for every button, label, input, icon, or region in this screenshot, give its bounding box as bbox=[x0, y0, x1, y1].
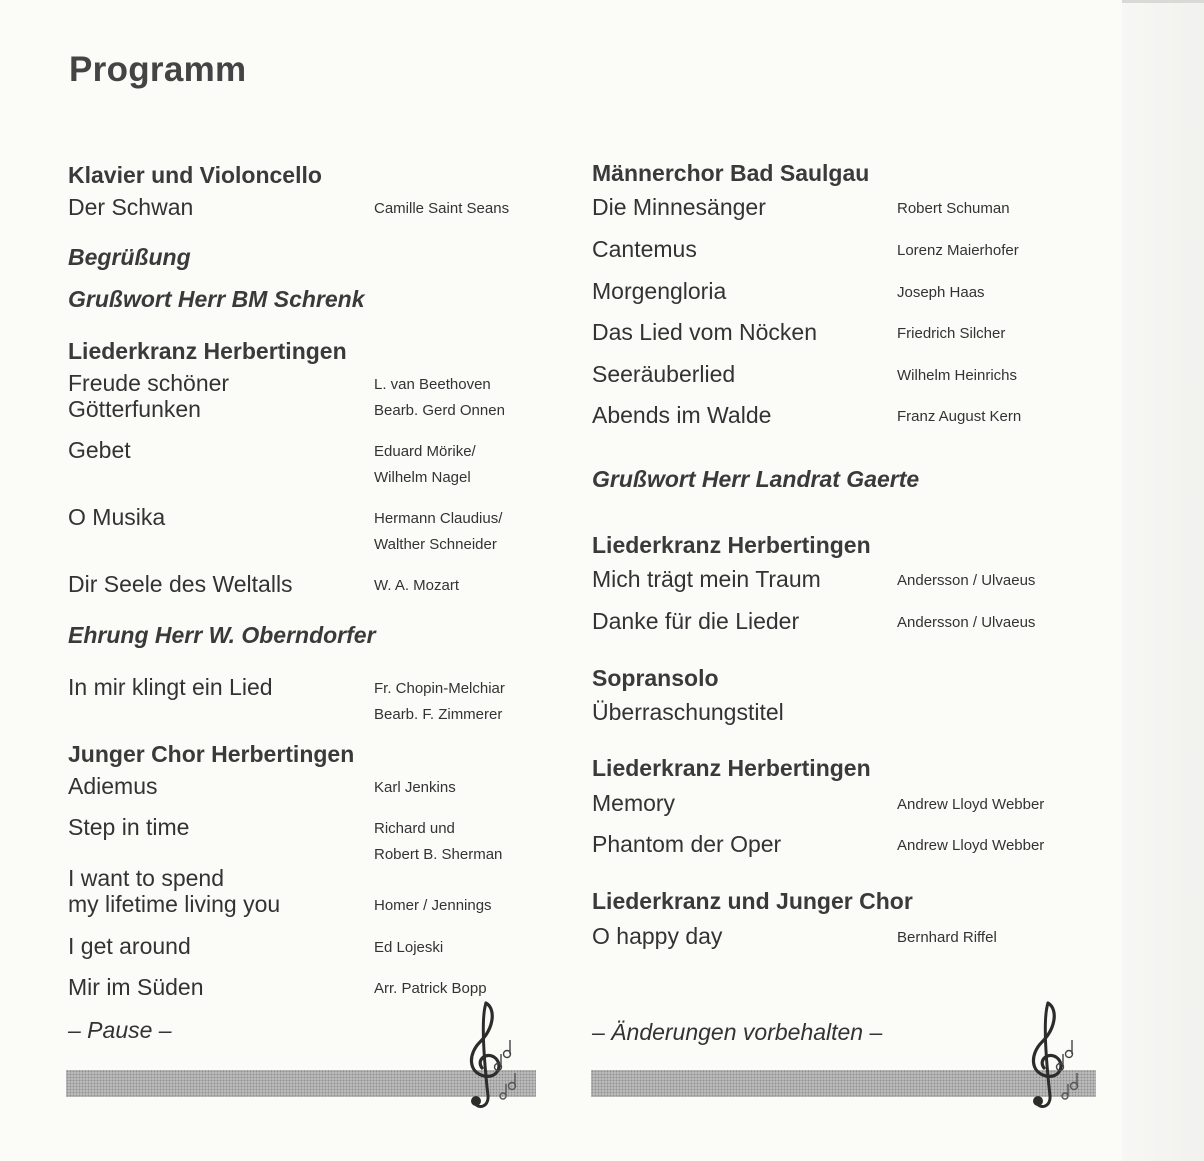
piece-title: Morgengloria bbox=[592, 278, 727, 304]
composer: Karl Jenkins bbox=[374, 779, 456, 796]
piece-title-continued: Götterfunken bbox=[68, 396, 201, 422]
page-edge-line bbox=[1122, 0, 1204, 3]
composer: Bernhard Riffel bbox=[897, 929, 997, 946]
treble-clef-icon bbox=[460, 1000, 530, 1115]
composer: Lorenz Maierhofer bbox=[897, 242, 1019, 259]
composer: Eduard Mörike/ bbox=[374, 443, 476, 460]
section-heading-junger-chor: Junger Chor Herbertingen bbox=[68, 741, 355, 767]
composer: Hermann Claudius/ bbox=[374, 510, 503, 527]
piece-title: Step in time bbox=[68, 814, 190, 840]
section-heading-liederkranz: Liederkranz Herbertingen bbox=[68, 338, 347, 364]
arranger: Bearb. F. Zimmerer bbox=[374, 706, 503, 723]
section-heading-sopransolo: Sopransolo bbox=[592, 665, 719, 691]
composer: Robert Schuman bbox=[897, 200, 1010, 217]
page-margin-shade bbox=[1122, 0, 1204, 1161]
piece-title: Überraschungstitel bbox=[592, 699, 784, 725]
composer: Walther Schneider bbox=[374, 536, 497, 553]
composer: W. A. Mozart bbox=[374, 577, 460, 594]
composer: Andersson / Ulvaeus bbox=[897, 572, 1036, 589]
piece-title: Seeräuberlied bbox=[592, 361, 736, 387]
section-heading-begruessung: Begrüßung bbox=[68, 244, 191, 270]
composer: Wilhelm Nagel bbox=[374, 469, 471, 486]
composer: Andrew Lloyd Webber bbox=[897, 837, 1045, 854]
composer: Andrew Lloyd Webber bbox=[897, 796, 1045, 813]
arranger: Arr. Patrick Bopp bbox=[374, 980, 487, 997]
composer: Homer / Jennings bbox=[374, 897, 492, 914]
composer: Franz August Kern bbox=[897, 408, 1022, 425]
section-heading-joint-choir: Liederkranz und Junger Chor bbox=[592, 888, 913, 914]
page-title: Programm bbox=[69, 50, 247, 89]
piece-title: Memory bbox=[592, 790, 676, 816]
piece-title: I get around bbox=[68, 933, 191, 959]
piece-title: Gebet bbox=[68, 437, 131, 463]
composer: Fr. Chopin-Melchiar bbox=[374, 680, 505, 697]
piece-title-continued: my lifetime living you bbox=[68, 891, 281, 917]
section-heading-klavier: Klavier und Violoncello bbox=[68, 162, 322, 188]
piece-title: Freude schöner bbox=[68, 370, 230, 396]
piece-title: Cantemus bbox=[592, 236, 697, 262]
section-heading-maennerchor: Männerchor Bad Saulgau bbox=[592, 160, 870, 186]
piece-title: Phantom der Oper bbox=[592, 831, 782, 857]
section-heading-grusswort-landrat: Grußwort Herr Landrat Gaerte bbox=[592, 466, 920, 492]
piece-title: Der Schwan bbox=[68, 194, 194, 220]
piece-title: Dir Seele des Weltalls bbox=[68, 571, 293, 597]
composer: Ed Lojeski bbox=[374, 939, 444, 956]
piece-title: Mir im Süden bbox=[68, 974, 204, 1000]
section-heading-grusswort-bm: Grußwort Herr BM Schrenk bbox=[68, 286, 365, 312]
piece-title: O Musika bbox=[68, 504, 166, 530]
changes-reserved-note: – Änderungen vorbehalten – bbox=[592, 1019, 883, 1045]
piece-title: Adiemus bbox=[68, 773, 158, 799]
piece-title: Mich trägt mein Traum bbox=[592, 566, 821, 592]
composer: Camille Saint Seans bbox=[374, 200, 510, 217]
footer-bar-right bbox=[591, 1070, 1096, 1097]
piece-title: Abends im Walde bbox=[592, 402, 772, 428]
piece-title: Das Lied vom Nöcken bbox=[592, 319, 817, 345]
section-heading-ehrung: Ehrung Herr W. Oberndorfer bbox=[68, 622, 376, 648]
section-heading-liederkranz: Liederkranz Herbertingen bbox=[592, 532, 871, 558]
piece-title: Danke für die Lieder bbox=[592, 608, 800, 634]
composer: Robert B. Sherman bbox=[374, 846, 503, 863]
section-heading-liederkranz: Liederkranz Herbertingen bbox=[592, 755, 871, 781]
piece-title: Die Minnesänger bbox=[592, 194, 766, 220]
composer: Joseph Haas bbox=[897, 284, 985, 301]
composer: Richard und bbox=[374, 820, 455, 837]
arranger: Bearb. Gerd Onnen bbox=[374, 402, 505, 419]
composer: Andersson / Ulvaeus bbox=[897, 614, 1036, 631]
treble-clef-icon bbox=[1022, 1000, 1092, 1115]
piece-title: I want to spend bbox=[68, 865, 224, 891]
composer: L. van Beethoven bbox=[374, 376, 491, 393]
composer: Wilhelm Heinrichs bbox=[897, 367, 1018, 384]
pause-note: – Pause – bbox=[68, 1017, 172, 1043]
piece-title: In mir klingt ein Lied bbox=[68, 674, 273, 700]
composer: Friedrich Silcher bbox=[897, 325, 1006, 342]
piece-title: O happy day bbox=[592, 923, 723, 949]
